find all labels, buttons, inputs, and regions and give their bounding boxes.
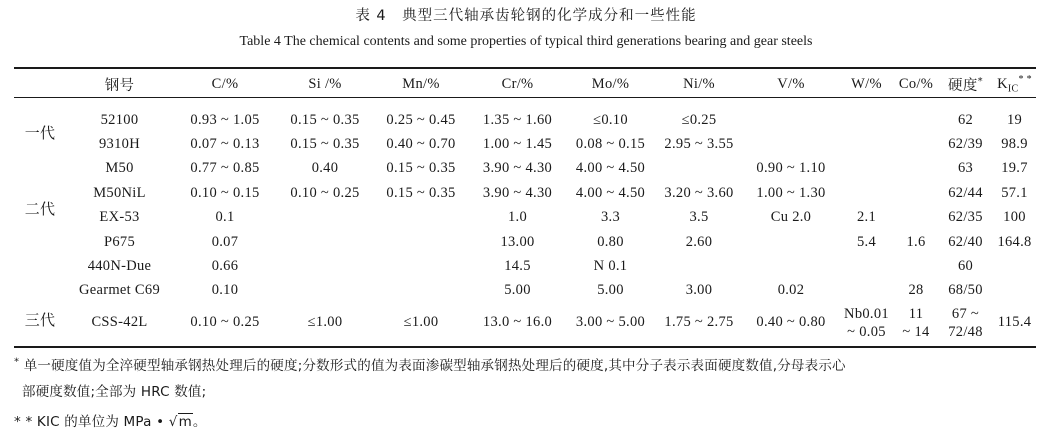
header-v: V/% — [777, 75, 805, 92]
cell-co — [894, 303, 938, 342]
header-hardness-label: 硬度 — [948, 77, 978, 94]
cell-c: 0.10 — [211, 282, 239, 299]
table-top-rule — [14, 67, 1036, 69]
cell-w — [839, 108, 894, 132]
cell-ni — [655, 157, 743, 181]
cell-hardness: 62/35 — [948, 209, 983, 226]
table-row — [14, 254, 1036, 278]
header-kic-mark: * * — [1018, 73, 1032, 85]
cell-kic: 57.1 — [1001, 184, 1028, 201]
cell-co — [894, 206, 938, 230]
cell-si: 0.40 — [311, 160, 339, 177]
cell-co: 1.6 — [906, 233, 926, 250]
footnote-hardness-line1: 单一硬度值为全淬硬型轴承钢热处理后的硬度;分数形式的值为表面渗碳型轴承钢热处理后的硬度,其中分子表示表面硬度数值,分母表示心 — [23, 358, 846, 374]
cell-c: 0.77 ~ 0.85 — [190, 160, 260, 177]
cell-si — [277, 254, 373, 278]
cell-kic — [993, 279, 1036, 303]
cell-mo: 3.00 ~ 5.00 — [575, 314, 646, 331]
cell-v: 0.02 — [777, 282, 805, 299]
cell-hardness: 62/40 — [948, 233, 983, 250]
cell-mn: 0.15 ~ 0.35 — [386, 184, 456, 201]
table-row — [14, 303, 1036, 342]
cell-co — [894, 181, 938, 205]
cell-grade: 9310H — [99, 136, 140, 153]
cell-ni: 1.75 ~ 2.75 — [664, 314, 734, 331]
cell-si: 0.15 ~ 0.35 — [290, 111, 360, 128]
cell-grade: M50NiL — [93, 184, 146, 201]
cell-cr: 13.00 — [500, 233, 535, 250]
cell-cr: 3.90 ~ 4.30 — [482, 160, 553, 177]
cell-cr: 3.90 ~ 4.30 — [482, 184, 553, 201]
cell-cr: 1.0 — [507, 209, 528, 226]
cell-co — [894, 254, 938, 278]
header-hardness — [938, 70, 993, 98]
cell-mo: 0.08 ~ 0.15 — [575, 136, 646, 153]
table-row — [14, 206, 1036, 230]
cell-mo: 5.00 — [597, 282, 624, 299]
cell-si: 0.10 ~ 0.25 — [290, 184, 360, 201]
footnote-kic-text: KIC 的单位为 MPa • — [32, 414, 169, 430]
cell-hardness-line2: 72/48 — [948, 323, 983, 340]
table-row — [14, 279, 1036, 303]
cell-si: 0.15 ~ 0.35 — [290, 136, 360, 153]
header-w: W/% — [851, 75, 882, 92]
cell-kic: 19.7 — [1001, 160, 1028, 177]
cell-mo: N 0.1 — [593, 258, 628, 275]
cell-c: 0.93 ~ 1.05 — [190, 111, 260, 128]
cell-w — [839, 279, 894, 303]
table-row — [14, 181, 1036, 205]
cell-hardness: 62/44 — [948, 184, 983, 201]
cell-w — [839, 132, 894, 156]
header-spacer — [14, 98, 1036, 108]
cell-hardness: 63 — [957, 160, 974, 177]
cell-mo: 3.3 — [600, 209, 621, 226]
cell-v: 0.90 ~ 1.10 — [756, 160, 826, 177]
cell-co — [894, 108, 938, 132]
cell-co — [894, 157, 938, 181]
cell-hardness-stack — [948, 305, 983, 341]
group-label-first: 一代 — [24, 123, 56, 142]
group-spacer-cell — [14, 254, 66, 278]
cell-mo: 4.00 ~ 4.50 — [575, 160, 646, 177]
table-row — [14, 132, 1036, 156]
cell-c: 0.66 — [211, 258, 239, 275]
cell-cr: 1.35 ~ 1.60 — [482, 111, 553, 128]
cell-mo: ≤0.10 — [593, 111, 628, 128]
table-bottom-rule — [14, 346, 1036, 348]
cell-c: 0.10 ~ 0.25 — [190, 314, 260, 331]
cell-cr: 13.0 ~ 16.0 — [482, 314, 553, 331]
cell-mn: 0.40 ~ 0.70 — [386, 136, 456, 153]
cell-grade: CSS-42L — [91, 314, 148, 331]
cell-w — [839, 254, 894, 278]
cell-w: 5.4 — [856, 233, 877, 250]
header-kic-label: K — [997, 75, 1008, 92]
table-caption-chinese: 表 4 典型三代轴承齿轮钢的化学成分和一些性能 — [355, 8, 697, 24]
cell-c: 0.10 ~ 0.15 — [190, 184, 260, 201]
cell-ni: 3.5 — [689, 209, 709, 226]
cell-co-stack — [902, 305, 929, 341]
cell-ni: 3.00 — [685, 282, 713, 299]
cell-kic: 164.8 — [997, 233, 1032, 250]
cell-c: 0.07 ~ 0.13 — [190, 136, 260, 153]
table-row — [14, 108, 1036, 132]
header-hardness-mark: * — [977, 75, 983, 87]
header-ni: Ni/% — [683, 75, 715, 92]
cell-v: 0.40 ~ 0.80 — [756, 314, 826, 331]
cell-hardness: 62 — [957, 111, 974, 128]
cell-ni: 2.60 — [685, 233, 713, 250]
cell-kic: 19 — [1006, 111, 1023, 128]
header-cr: Cr/% — [501, 75, 534, 92]
cell-v — [743, 230, 839, 254]
footnote-kic-unit — [14, 410, 207, 430]
cell-ni — [655, 254, 743, 278]
cell-grade: EX-53 — [99, 209, 140, 226]
header-grade: 钢号 — [104, 77, 135, 94]
cell-mn — [373, 254, 469, 278]
footnote-kic-end: 。 — [192, 414, 207, 430]
cell-v — [743, 132, 839, 156]
cell-kic — [993, 254, 1036, 278]
cell-w — [839, 157, 894, 181]
cell-mn: 0.25 ~ 0.45 — [386, 111, 456, 128]
steel-properties-table — [14, 70, 1036, 342]
cell-kic: 98.9 — [1001, 136, 1028, 153]
header-mo: Mo/% — [591, 75, 630, 92]
cell-mn — [373, 230, 469, 254]
cell-mn — [373, 279, 469, 303]
cell-mo: 4.00 ~ 4.50 — [575, 184, 646, 201]
cell-w-line2: ~ 0.05 — [847, 323, 886, 340]
table-row — [14, 230, 1036, 254]
cell-w: 2.1 — [856, 209, 877, 226]
cell-grade: M50 — [105, 160, 134, 177]
cell-w — [839, 303, 894, 342]
cell-v: 1.00 ~ 1.30 — [756, 184, 826, 201]
group-header-cell — [14, 70, 66, 98]
table-caption-english: Table 4 The chemical contents and some properties of typical third generations bearing and gear steels — [239, 34, 813, 49]
cell-ni: 2.95 ~ 3.55 — [664, 136, 734, 153]
header-mn: Mn/% — [402, 75, 440, 92]
footnote-hardness-continued: 部硬度数值;全部为 HRC 数值; — [22, 384, 207, 400]
cell-grade: Gearmet C69 — [78, 282, 160, 299]
cell-mn: ≤1.00 — [403, 314, 439, 331]
cell-ni: 3.20 ~ 3.60 — [664, 184, 734, 201]
cell-si — [277, 230, 373, 254]
group-label-second: 二代 — [24, 200, 56, 219]
cell-co-line1: 11 — [908, 305, 924, 322]
cell-kic: 115.4 — [997, 314, 1032, 331]
header-c: C/% — [211, 75, 239, 92]
cell-co — [894, 132, 938, 156]
header-co: Co/% — [898, 75, 934, 92]
footnote-mark-1: * — [14, 356, 20, 368]
cell-w-stack — [844, 305, 889, 341]
cell-kic: 100 — [1003, 209, 1026, 226]
cell-co-line2: ~ 14 — [902, 323, 930, 340]
sqrt-symbol: √ — [168, 414, 178, 430]
cell-c: 0.07 — [211, 233, 239, 250]
group-label-third: 三代 — [24, 310, 56, 329]
cell-mn — [373, 206, 469, 230]
footnote-mark-2: * * — [14, 414, 33, 430]
cell-hardness: 62/39 — [948, 136, 983, 153]
cell-si — [277, 279, 373, 303]
cell-grade: P675 — [103, 233, 135, 250]
cell-cr: 1.00 ~ 1.45 — [482, 136, 553, 153]
cell-v: Cu 2.0 — [770, 209, 812, 226]
cell-cr: 14.5 — [504, 258, 531, 275]
cell-grade: 440N-Due — [87, 258, 152, 275]
cell-w-line1: Nb0.01 — [844, 305, 889, 322]
cell-hardness: 68/50 — [948, 282, 983, 299]
cell-hardness — [938, 303, 993, 342]
cell-v — [743, 108, 839, 132]
cell-v — [743, 254, 839, 278]
cell-ni: ≤0.25 — [681, 111, 717, 128]
cell-w — [839, 181, 894, 205]
cell-mn: 0.15 ~ 0.35 — [386, 160, 456, 177]
table-row — [14, 157, 1036, 181]
cell-hardness-line1: 67 ~ — [951, 305, 980, 322]
cell-co: 28 — [908, 282, 924, 299]
table-header-row — [14, 70, 1036, 98]
cell-si — [277, 206, 373, 230]
header-si: Si /% — [308, 75, 342, 92]
footnote-hardness — [14, 354, 846, 374]
sqrt-radicand: m — [178, 414, 192, 430]
cell-c: 0.1 — [215, 209, 235, 226]
cell-si: ≤1.00 — [307, 314, 343, 331]
header-kic-sub: IC — [1007, 83, 1019, 95]
cell-cr: 5.00 — [504, 282, 531, 299]
cell-hardness: 60 — [957, 258, 974, 275]
cell-mo: 0.80 — [597, 233, 624, 250]
header-kic — [993, 70, 1036, 98]
cell-grade: 52100 — [100, 111, 139, 128]
